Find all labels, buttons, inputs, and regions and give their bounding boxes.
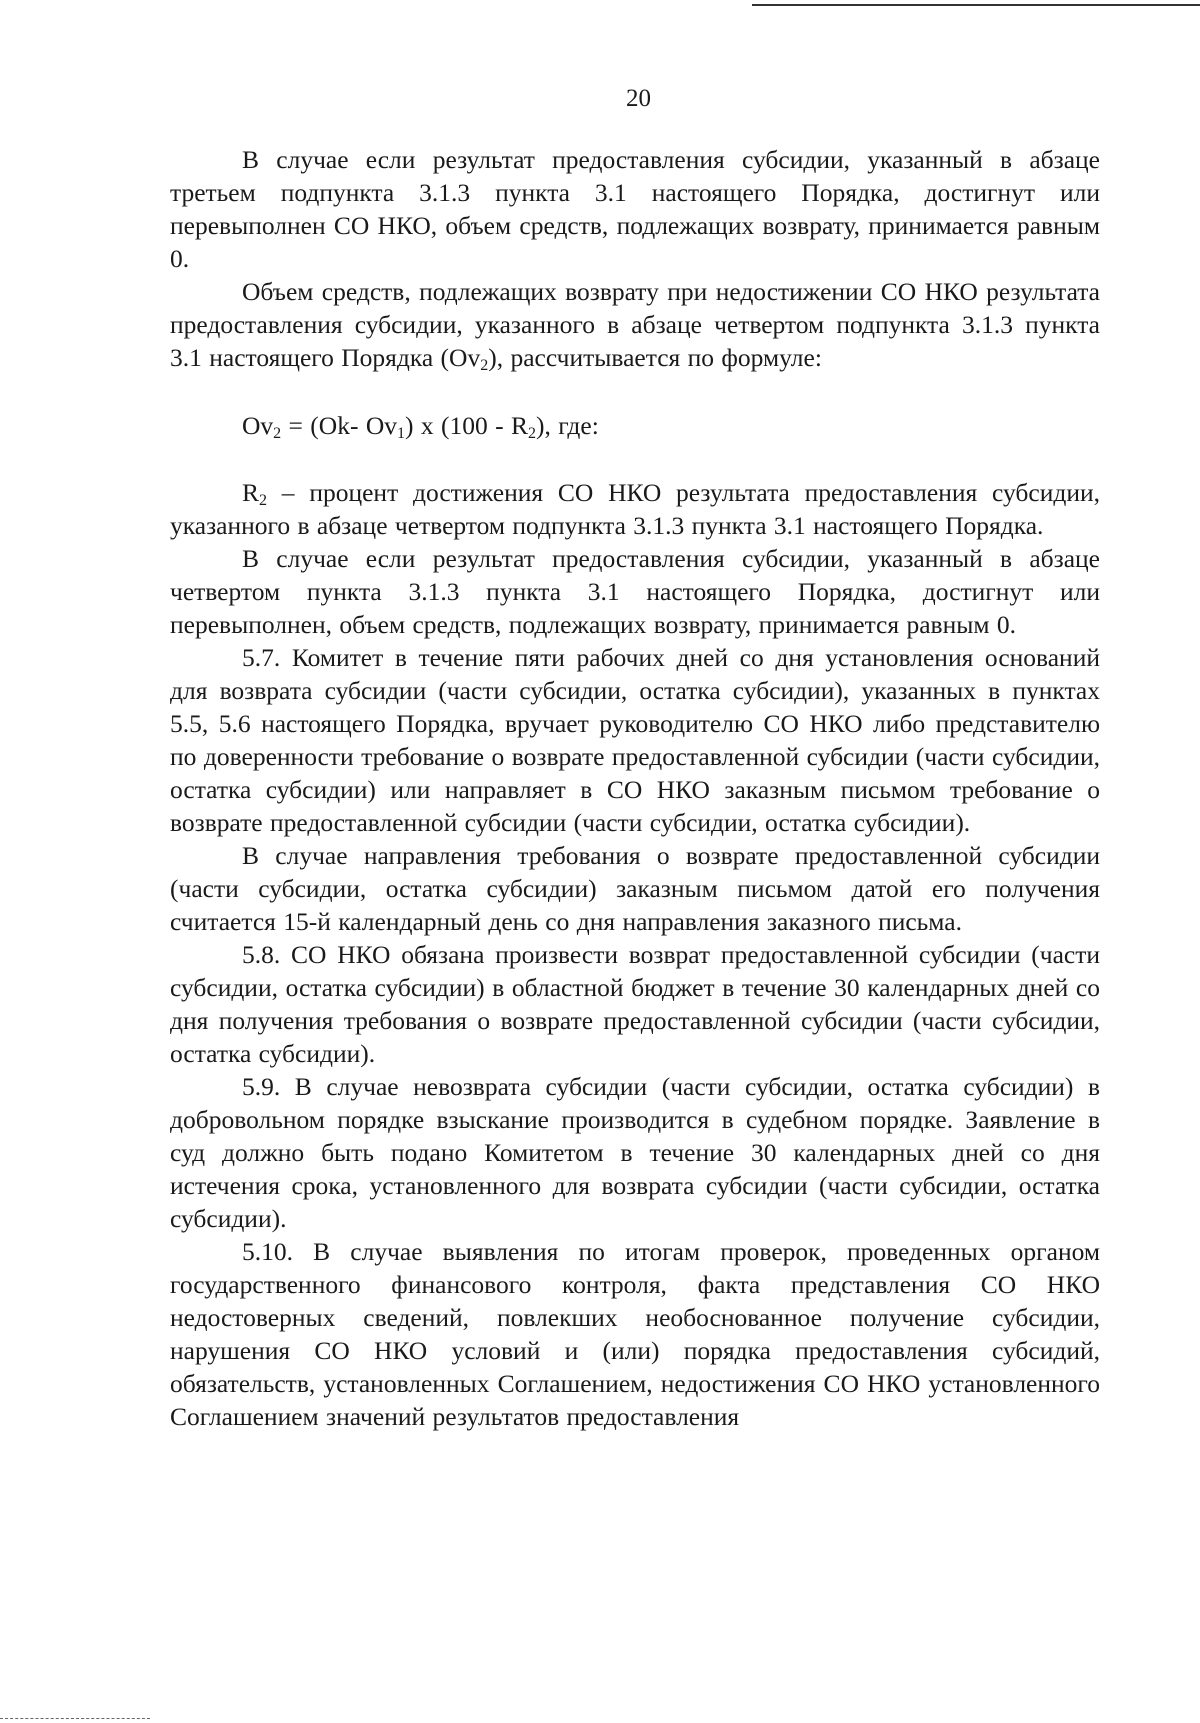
- document-body: [170, 143, 1100, 1433]
- paragraph-result-third-abzac: В случае если результат предоставления субсидии, указанный в абзаце третьем подпункта 3.1.3 пункта 3.1 настоящего Порядка, достигнут или перевыполнен СО НКО, объем средств, подлежащих возврату, принимается равным 0.: [170, 145, 1100, 273]
- paragraph-r2-definition: $R_2$ – процент достижения СО НКО результата предоставления субсидии, указанного в абзаце четвертом подпункта 3.1.3 пункта 3.1 настоящего Порядка.: [170, 478, 1100, 540]
- page-number: 20: [626, 85, 651, 112]
- paragraph-5-8: 5.8. СО НКО обязана произвести возврат предоставленной субсидии (части субсидии, остатка субсидии) в областной бюджет в течение 30 календарных дней со дня получения требования о возврате предоставленной субсидии (части субсидии, остатка субсидии).: [170, 940, 1100, 1068]
- paragraph-5-10: 5.10. В случае выявления по итогам проверок, проведенных органом государственного финансового контроля, факта представления СО НКО недостоверных сведений, повлекших необоснованное получение субсидии, нарушения СО НКО условий и (или) порядка предоставления субсидий, обязательств, установленных Соглашением, недостижения СО НКО установленного Соглашением значений результатов предоставления: [170, 1237, 1100, 1431]
- paragraph-5-7: 5.7. Комитет в течение пяти рабочих дней со дня установления оснований для возврата субсидии (части субсидии, остатка субсидии), указанных в пунктах 5.5, 5.6 настоящего Порядка, вручает руководителю СО НКО либо представителю по доверенности требование о возврате предоставленной субсидии (части субсидии, остатка субсидии) или направляет в СО НКО заказным письмом требование о возврате предоставленной субсидии (части субсидии, остатка субсидии).: [170, 643, 1100, 837]
- scan-edge-dashes: [0, 1718, 150, 1720]
- paragraph-registered-letter: В случае направления требования о возврате предоставленной субсидии (части субсидии, остатка субсидии) заказным письмом датой его получения считается 15-й календарный день со дня направления заказного письма.: [170, 841, 1100, 936]
- paragraph-formula-intro: Объем средств, подлежащих возврату при недостижении СО НКО результата предоставления субсидии, указанного в абзаце четвертом подпункта 3.1.3 пункта 3.1 настоящего Порядка $(Ov_2)$, рассчитывается по формуле:: [170, 277, 1100, 374]
- paragraph-5-9: 5.9. В случае невозврата субсидии (части субсидии, остатка субсидии) в добровольном порядке взыскание производится в судебном порядке. Заявление в суд должно быть подано Комитетом в течение 30 календарных дней со дня истечения срока, установленного для возврата субсидии (части субсидии, остатка субсидии).: [170, 1072, 1100, 1233]
- scan-edge-line: [752, 4, 1200, 6]
- paragraph-result-fourth-abzac: В случае если результат предоставления субсидии, указанный в абзаце четвертом пункта 3.1.3 пункта 3.1 настоящего Порядка, достигнут или перевыполнен, объем средств, подлежащих возврату, принимается равным 0.: [170, 544, 1100, 639]
- formula-ov2: $Ov_2 = (Ok-$ $Ov_1$) x $(100 - R_2)$, где:: [242, 411, 599, 442]
